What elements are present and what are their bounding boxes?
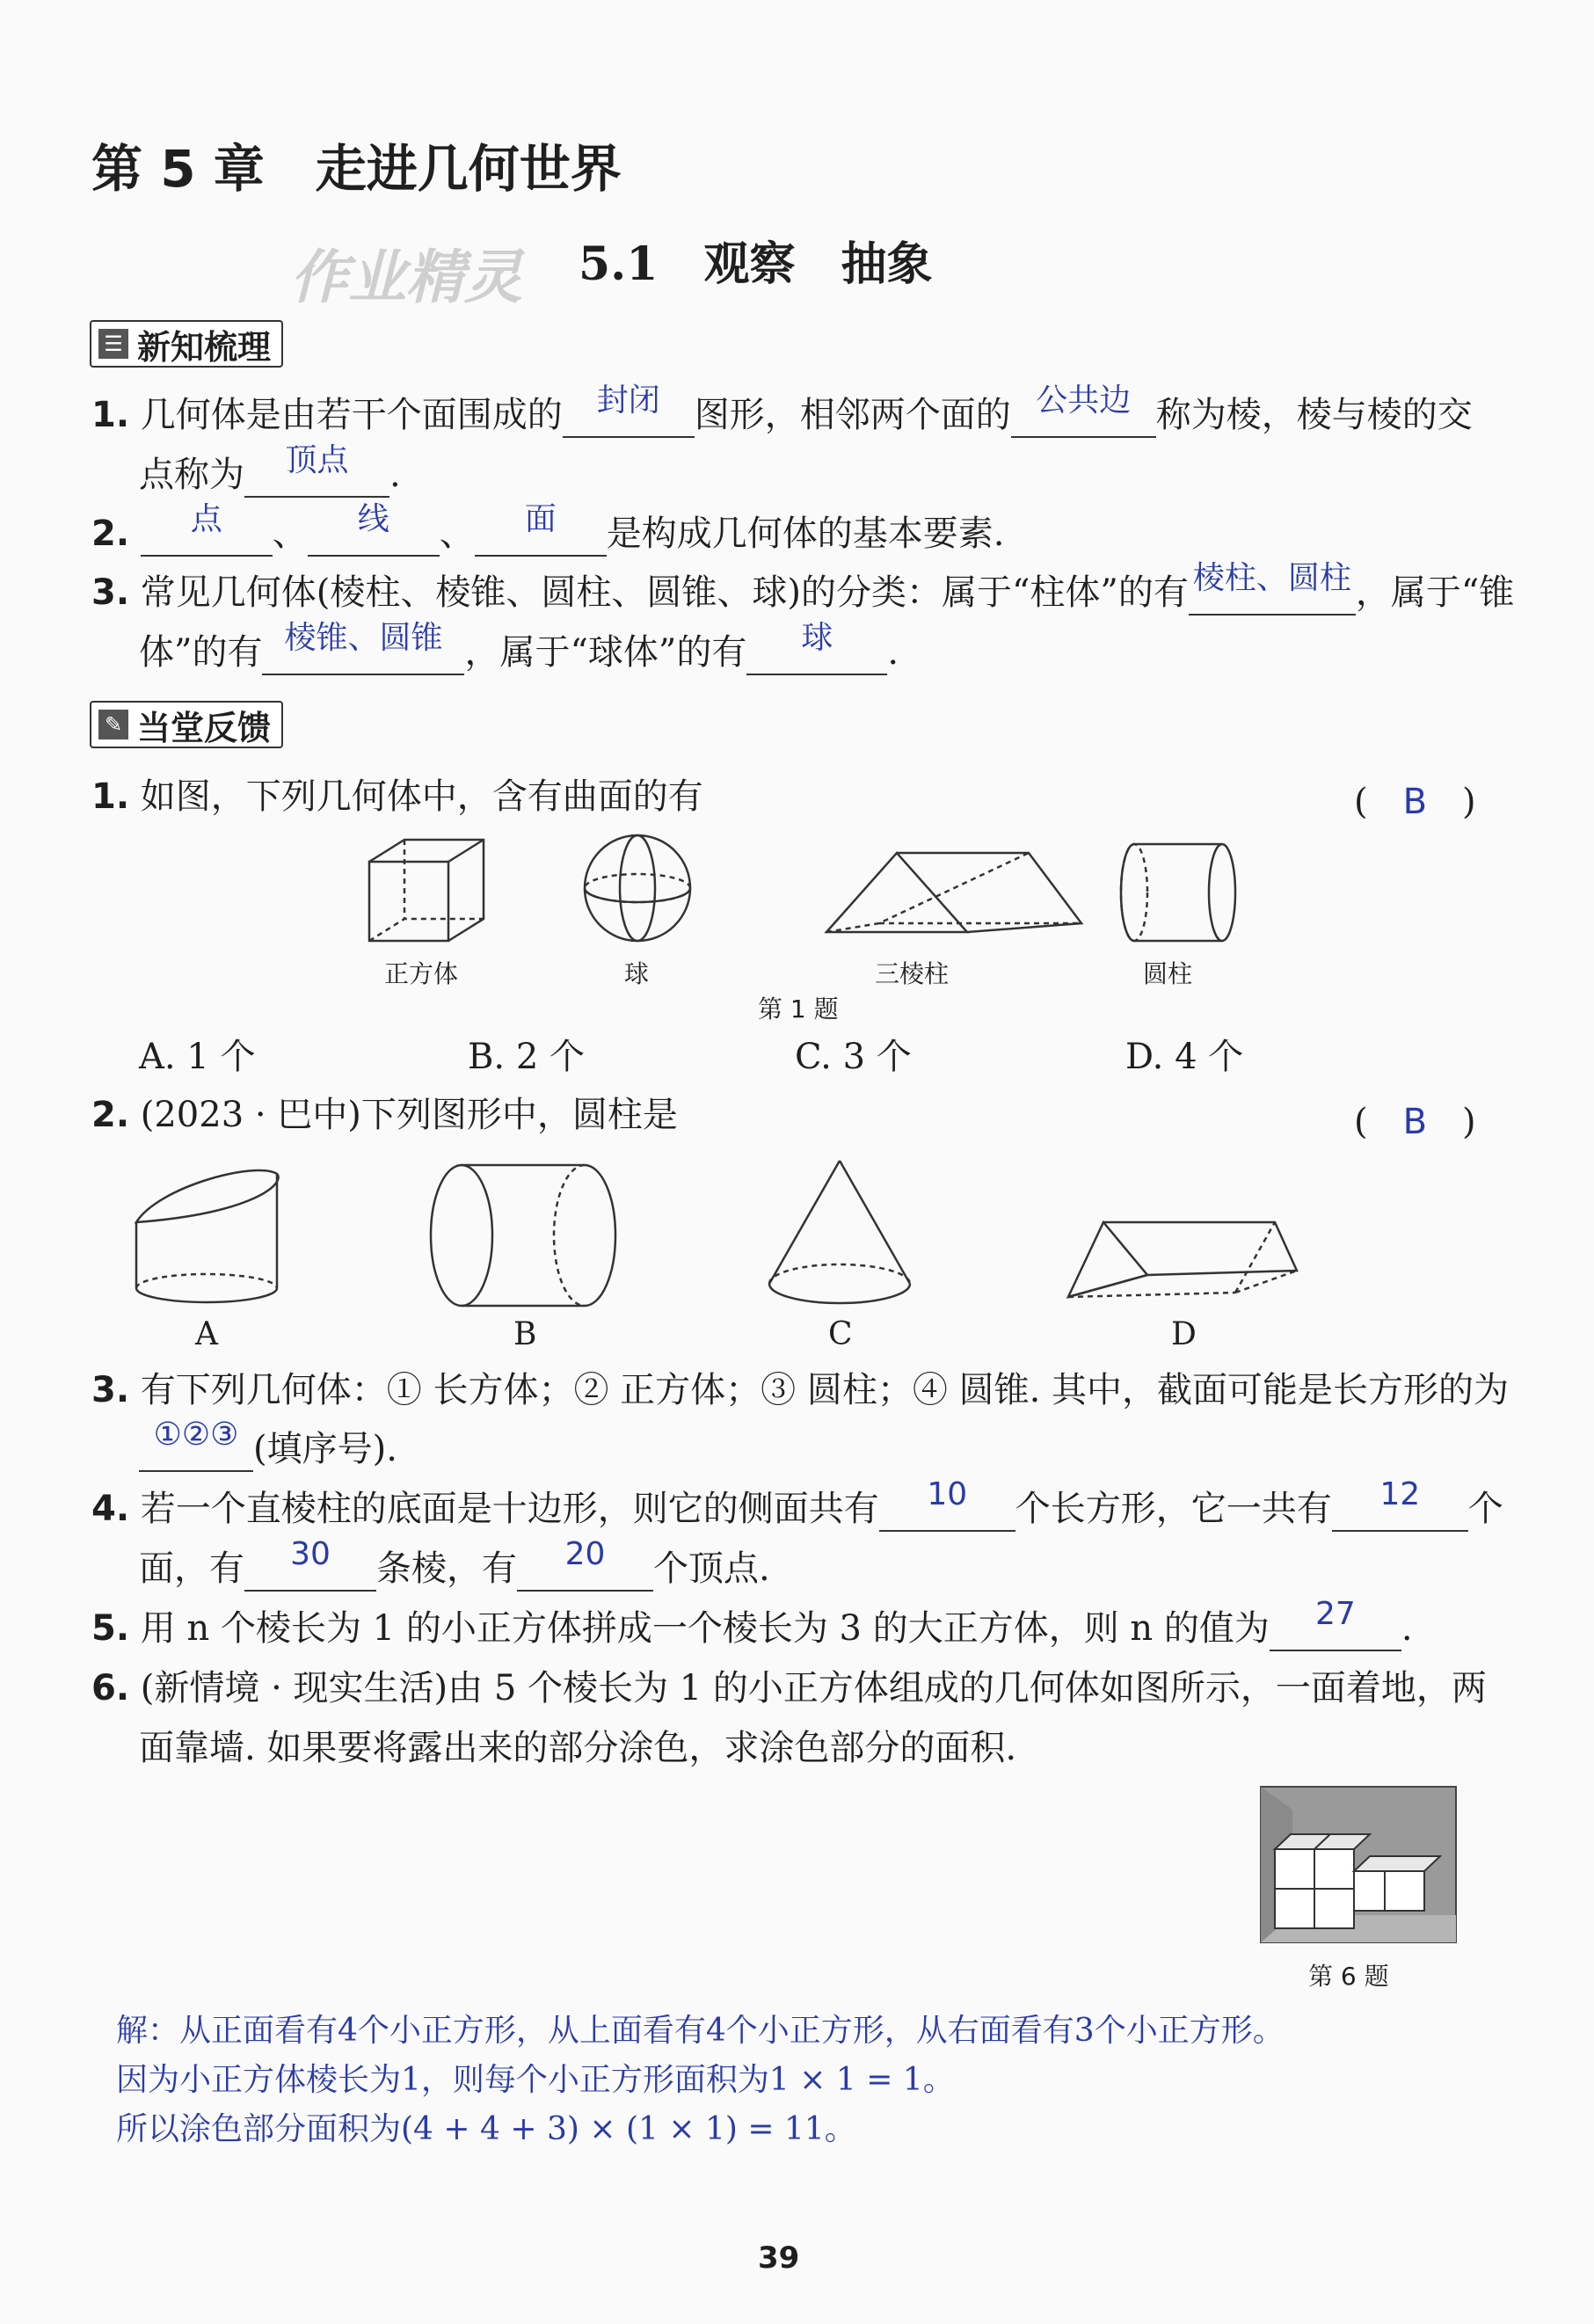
q-text: 、 xyxy=(272,514,308,554)
answer: 线 xyxy=(357,501,389,537)
knowledge-q3 xyxy=(91,560,1515,616)
knowledge-badge xyxy=(90,320,283,368)
section-title: 5.1 观察 抽象 xyxy=(579,237,933,291)
feedback-badge xyxy=(90,701,283,748)
fig-label: C xyxy=(828,1316,853,1352)
q-text: 条棱，有 xyxy=(376,1548,517,1589)
q-text: . xyxy=(1401,1608,1413,1649)
answer: 棱柱、圆柱 xyxy=(1192,560,1351,596)
q-text: 个顶点. xyxy=(653,1548,770,1589)
answer: B xyxy=(1402,1102,1428,1142)
fig-label: 正方体 xyxy=(384,959,459,988)
badge-label: 新知梳理 xyxy=(137,327,272,367)
book-icon: ☰ xyxy=(98,329,128,359)
answer-blank xyxy=(475,501,607,557)
fig-label: 圆柱 xyxy=(1143,959,1193,988)
feedback-q2 xyxy=(91,1092,678,1138)
answer-blank xyxy=(139,1417,253,1472)
fig-label: D xyxy=(1171,1316,1197,1352)
fig-caption: 第 6 题 xyxy=(1308,1962,1389,1991)
answer: 公共边 xyxy=(1036,382,1132,419)
answer-blank xyxy=(746,620,887,675)
q-number: 1. xyxy=(91,395,130,435)
answer-blank xyxy=(308,501,440,557)
q-text: ，属于“锥 xyxy=(1355,572,1515,613)
option: A. 1 个 xyxy=(139,1037,256,1077)
q-text: 体”的有 xyxy=(139,632,263,673)
solution-line: 所以涂色部分面积为(4 + 4 + 3) × (1 × 1) = 11。 xyxy=(116,2111,856,2147)
answer-blank xyxy=(262,620,464,675)
q-text: . xyxy=(887,632,899,673)
q-number: 5. xyxy=(91,1608,130,1649)
option-c-shape xyxy=(769,1161,910,1303)
answer: 棱锥、圆锥 xyxy=(284,620,443,656)
answer: 30 xyxy=(290,1536,331,1572)
knowledge-q2 xyxy=(91,501,1005,557)
answer-bracket: ( B ) xyxy=(1354,1102,1476,1142)
answer-blank xyxy=(879,1476,1015,1532)
triangular-prism-shape xyxy=(826,853,1081,932)
chapter-title: 第 5 章 走进几何世界 xyxy=(91,139,622,199)
feedback-q1 xyxy=(91,774,703,820)
knowledge-q3-cont xyxy=(139,620,899,675)
watermark: 作业精灵 xyxy=(290,244,522,311)
q-text: . xyxy=(389,455,401,495)
pencil-icon: ✎ xyxy=(98,710,128,739)
q-text: (填序号). xyxy=(253,1429,397,1469)
option-d-shape xyxy=(1068,1222,1297,1297)
answer-blank xyxy=(1270,1596,1401,1651)
answer: 10 xyxy=(927,1476,968,1512)
q-text: 如图，下列几何体中，含有曲面的有 xyxy=(140,776,703,817)
q-number: 4. xyxy=(91,1489,130,1529)
answer-blank xyxy=(1332,1476,1468,1532)
option: C. 3 个 xyxy=(795,1037,912,1077)
answer-blank xyxy=(1189,560,1356,616)
answer: B xyxy=(1402,782,1428,822)
page-number: 39 xyxy=(758,2240,800,2276)
answer: 球 xyxy=(801,620,833,656)
q-text: (2023 · 巴中)下列图形中，圆柱是 xyxy=(140,1095,678,1135)
answer: 点 xyxy=(190,501,222,537)
fig-label: A xyxy=(195,1316,218,1352)
q-text: 个长方形，它一共有 xyxy=(1015,1489,1332,1529)
q1-figure xyxy=(334,827,1266,958)
q-number: 3. xyxy=(91,1370,130,1410)
q-text: 若一个直棱柱的底面是十边形，则它的侧面共有 xyxy=(140,1489,879,1529)
cube-shape xyxy=(369,840,484,941)
answer: 顶点 xyxy=(285,442,349,478)
answer-blank xyxy=(244,1536,376,1592)
q-text: 面靠墙. 如果要将露出来的部分涂色，求涂色部分的面积. xyxy=(139,1728,1017,1768)
solution-line: 因为小正方体棱长为1，则每个小正方形面积为1 × 1 = 1。 xyxy=(116,2062,955,2098)
answer: ①②③ xyxy=(153,1417,239,1453)
q-text: 、 xyxy=(439,514,475,554)
sphere-shape xyxy=(585,835,690,941)
q-text: 常见几何体(棱柱、棱锥、圆柱、圆锥、球)的分类：属于“柱体”的有 xyxy=(140,572,1189,613)
option-a-shape xyxy=(136,1170,279,1302)
q2-figure xyxy=(123,1152,1328,1319)
badge-label: 当堂反馈 xyxy=(137,708,272,747)
q6-figure xyxy=(1257,1783,1459,1946)
answer: 12 xyxy=(1379,1476,1421,1512)
fig-label: 三棱柱 xyxy=(875,959,950,988)
option: B. 2 个 xyxy=(468,1037,585,1077)
q-text: ，属于“球体”的有 xyxy=(464,632,747,673)
option-b-shape xyxy=(431,1165,615,1306)
feedback-q6-cont xyxy=(139,1725,1016,1771)
cylinder-shape xyxy=(1121,844,1235,941)
fig-caption: 第 1 题 xyxy=(758,994,839,1024)
knowledge-q1-cont xyxy=(139,442,401,498)
q-number: 6. xyxy=(91,1668,130,1708)
q-text: 用 n 个棱长为 1 的小正方体拼成一个棱长为 3 的大正方体，则 n 的值为 xyxy=(140,1608,1270,1649)
option: D. 4 个 xyxy=(1125,1037,1244,1077)
answer-blank xyxy=(1011,382,1156,438)
q-text: 称为棱，棱与棱的交 xyxy=(1155,395,1473,435)
q-text: 面，有 xyxy=(139,1548,244,1589)
knowledge-q1 xyxy=(91,382,1473,438)
q-text: 有下列几何体：① 长方体；② 正方体；③ 圆柱；④ 圆锥. 其中，截面可能是长方形的为 xyxy=(140,1370,1510,1410)
feedback-q3 xyxy=(91,1367,1509,1413)
q-text: 几何体是由若干个面围成的 xyxy=(140,395,563,435)
answer-blank xyxy=(244,442,389,498)
q-text: 是构成几何体的基本要素. xyxy=(606,514,1005,554)
feedback-q3-cont xyxy=(139,1417,397,1472)
answer: 面 xyxy=(524,501,557,537)
fig-label: 球 xyxy=(624,959,650,988)
q-text: (新情境 · 现实生活)由 5 个棱长为 1 的小正方体组成的几何体如图所示，一面着地，两 xyxy=(140,1668,1487,1708)
answer-blank xyxy=(563,382,695,438)
answer: 20 xyxy=(564,1536,606,1572)
q-text: 点称为 xyxy=(139,455,244,495)
q-number: 2. xyxy=(91,514,130,554)
fig-label: B xyxy=(513,1316,537,1352)
feedback-q4-cont xyxy=(139,1536,770,1592)
feedback-q4 xyxy=(91,1476,1503,1532)
q-number: 1. xyxy=(91,776,130,817)
feedback-q5 xyxy=(91,1596,1413,1651)
q-text: 个 xyxy=(1467,1489,1503,1529)
q-number: 2. xyxy=(91,1095,130,1135)
answer: 27 xyxy=(1314,1596,1356,1632)
answer-blank xyxy=(141,501,273,557)
feedback-q6 xyxy=(91,1665,1487,1711)
q-text: 图形，相邻两个面的 xyxy=(694,395,1011,435)
solution-line: 解：从正面看有4个小正方形，从上面看有4个小正方形，从右面看有3个小正方形。 xyxy=(116,2013,1285,2049)
answer: 封闭 xyxy=(596,382,660,419)
q-number: 3. xyxy=(91,572,130,613)
answer-blank xyxy=(517,1536,653,1592)
answer-bracket: ( B ) xyxy=(1354,782,1476,822)
